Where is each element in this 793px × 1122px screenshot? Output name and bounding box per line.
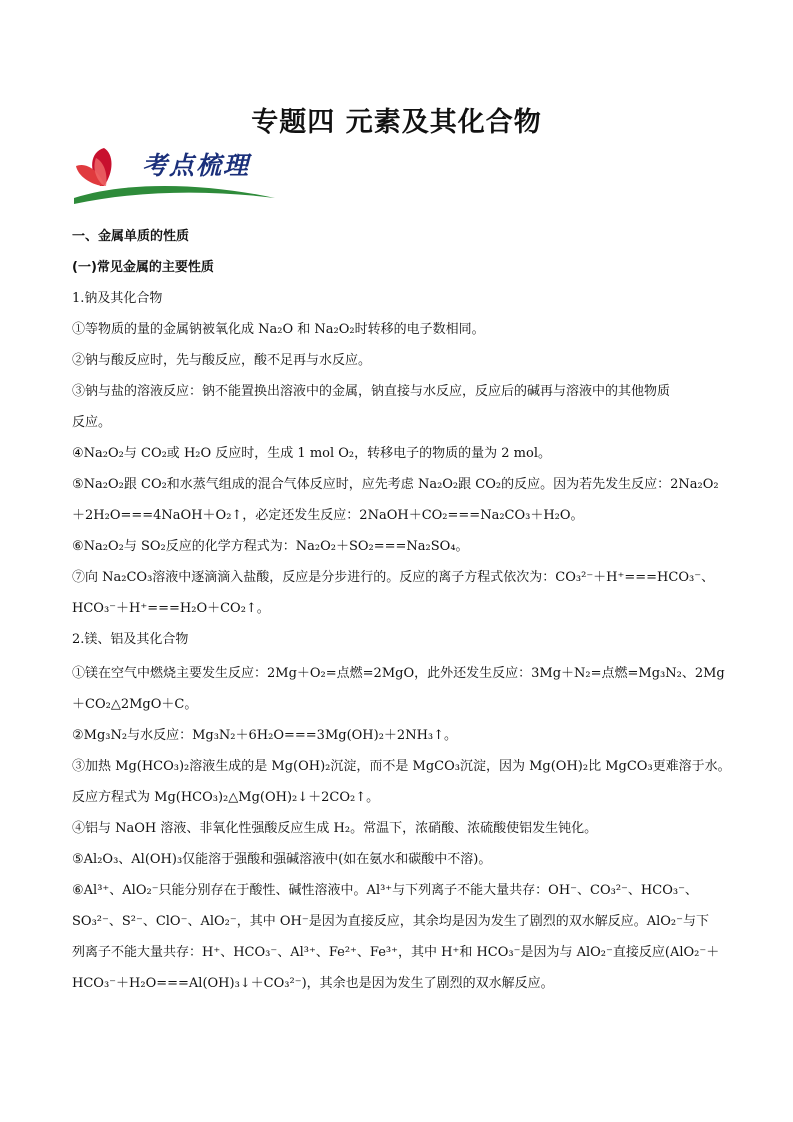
paragraph-line: ⑥Al³⁺、AlO₂⁻只能分别存在于酸性、碱性溶液中。Al³⁺与下列离子不能大量共存：OH⁻、CO₃²⁻、HCO₃⁻、: [72, 883, 698, 898]
paragraph-line: ③钠与盐的溶液反应：钠不能置换出溶液中的金属，钠直接与水反应，反应后的碱再与溶液中的其他物质: [72, 384, 671, 399]
page-title: 专题四 元素及其化合物: [251, 107, 542, 138]
paragraph-line: ⑤Al₂O₃、Al(OH)₃仅能溶于强酸和强碱溶液中(如在氨水和碳酸中不溶)。: [72, 852, 492, 867]
topic-heading: 2.镁、铝及其化合物: [72, 632, 189, 647]
document-body: [72, 229, 731, 1007]
section-logo: [70, 140, 280, 218]
paragraph-line: ②Mg₃N₂与水反应：Mg₃N₂＋6H₂O===3Mg(OH)₂＋2NH₃↑。: [72, 728, 458, 743]
paragraph-line: HCO₃⁻＋H₂O===Al(OH)₃↓＋CO₃²⁻)，其余也是因为发生了剧烈的双水解反应。: [72, 976, 554, 991]
paragraph-line: ③加热 Mg(HCO₃)₂溶液生成的是 Mg(OH)₂沉淀，而不是 MgCO₃沉淀，因为 Mg(OH)₂比 MgCO₃更难溶于水。: [72, 759, 731, 774]
paragraph-line: ＋2H₂O===4NaOH＋O₂↑，必定还发生反应：2NaOH＋CO₂===Na₂CO₃＋H₂O。: [72, 508, 584, 523]
paragraph-line: ④Na₂O₂与 CO₂或 H₂O 反应时，生成 1 mol O₂，转移电子的物质的量为 2 mol。: [72, 446, 551, 461]
paragraph-line: ⑤Na₂O₂跟 CO₂和水蒸气组成的混合气体反应时，应先考虑 Na₂O₂跟 CO₂的反应。因为若先发生反应：2Na₂O₂: [72, 477, 719, 492]
paragraph-line: ①等物质的量的金属钠被氧化成 Na₂O 和 Na₂O₂时转移的电子数相同。: [72, 322, 485, 337]
paragraph-line: ⑥Na₂O₂与 SO₂反应的化学方程式为：Na₂O₂＋SO₂===Na₂SO₄。: [72, 539, 469, 554]
topic-heading: 1.钠及其化合物: [72, 291, 163, 306]
paragraph-line: ①镁在空气中燃烧主要发生反应：2Mg＋O₂=点燃=2MgO，此外还发生反应：3Mg＋N₂=点燃=Mg₃N₂、2Mg: [72, 666, 725, 681]
section-heading: 一、金属单质的性质: [72, 229, 190, 244]
paragraph-line: 列离子不能大量共存：H⁺、HCO₃⁻、Al³⁺、Fe²⁺、Fe³⁺，其中 H⁺和 HCO₃⁻是因为与 AlO₂⁻直接反应(AlO₂⁻＋: [72, 945, 720, 960]
paragraph-line: SO₃²⁻、S²⁻、ClO⁻、AlO₂⁻，其中 OH⁻是因为直接反应，其余均是因为发生了剧烈的双水解反应。AlO₂⁻与下: [72, 914, 709, 929]
logo-text: 考点梳理: [142, 151, 251, 180]
paragraph-line: 反应方程式为 Mg(HCO₃)₂△Mg(OH)₂↓＋2CO₂↑。: [72, 790, 380, 805]
paragraph-line: ④铝与 NaOH 溶液、非氧化性强酸反应生成 H₂。常温下，浓硝酸、浓硫酸使铝发生钝化。: [72, 821, 598, 836]
paragraph-line: ⑦向 Na₂CO₃溶液中逐滴滴入盐酸，反应是分步进行的。反应的离子方程式依次为：CO₃²⁻＋H⁺===HCO₃⁻、: [72, 570, 715, 585]
paragraph-line: 反应。: [72, 415, 112, 430]
subsection-heading: (一)常见金属的主要性质: [72, 260, 214, 275]
paragraph-line: ＋CO₂△2MgO＋C。: [72, 697, 198, 712]
paragraph-line: HCO₃⁻＋H⁺===H₂O＋CO₂↑。: [72, 601, 270, 616]
paragraph-line: ②钠与酸反应时，先与酸反应，酸不足再与水反应。: [72, 353, 372, 368]
